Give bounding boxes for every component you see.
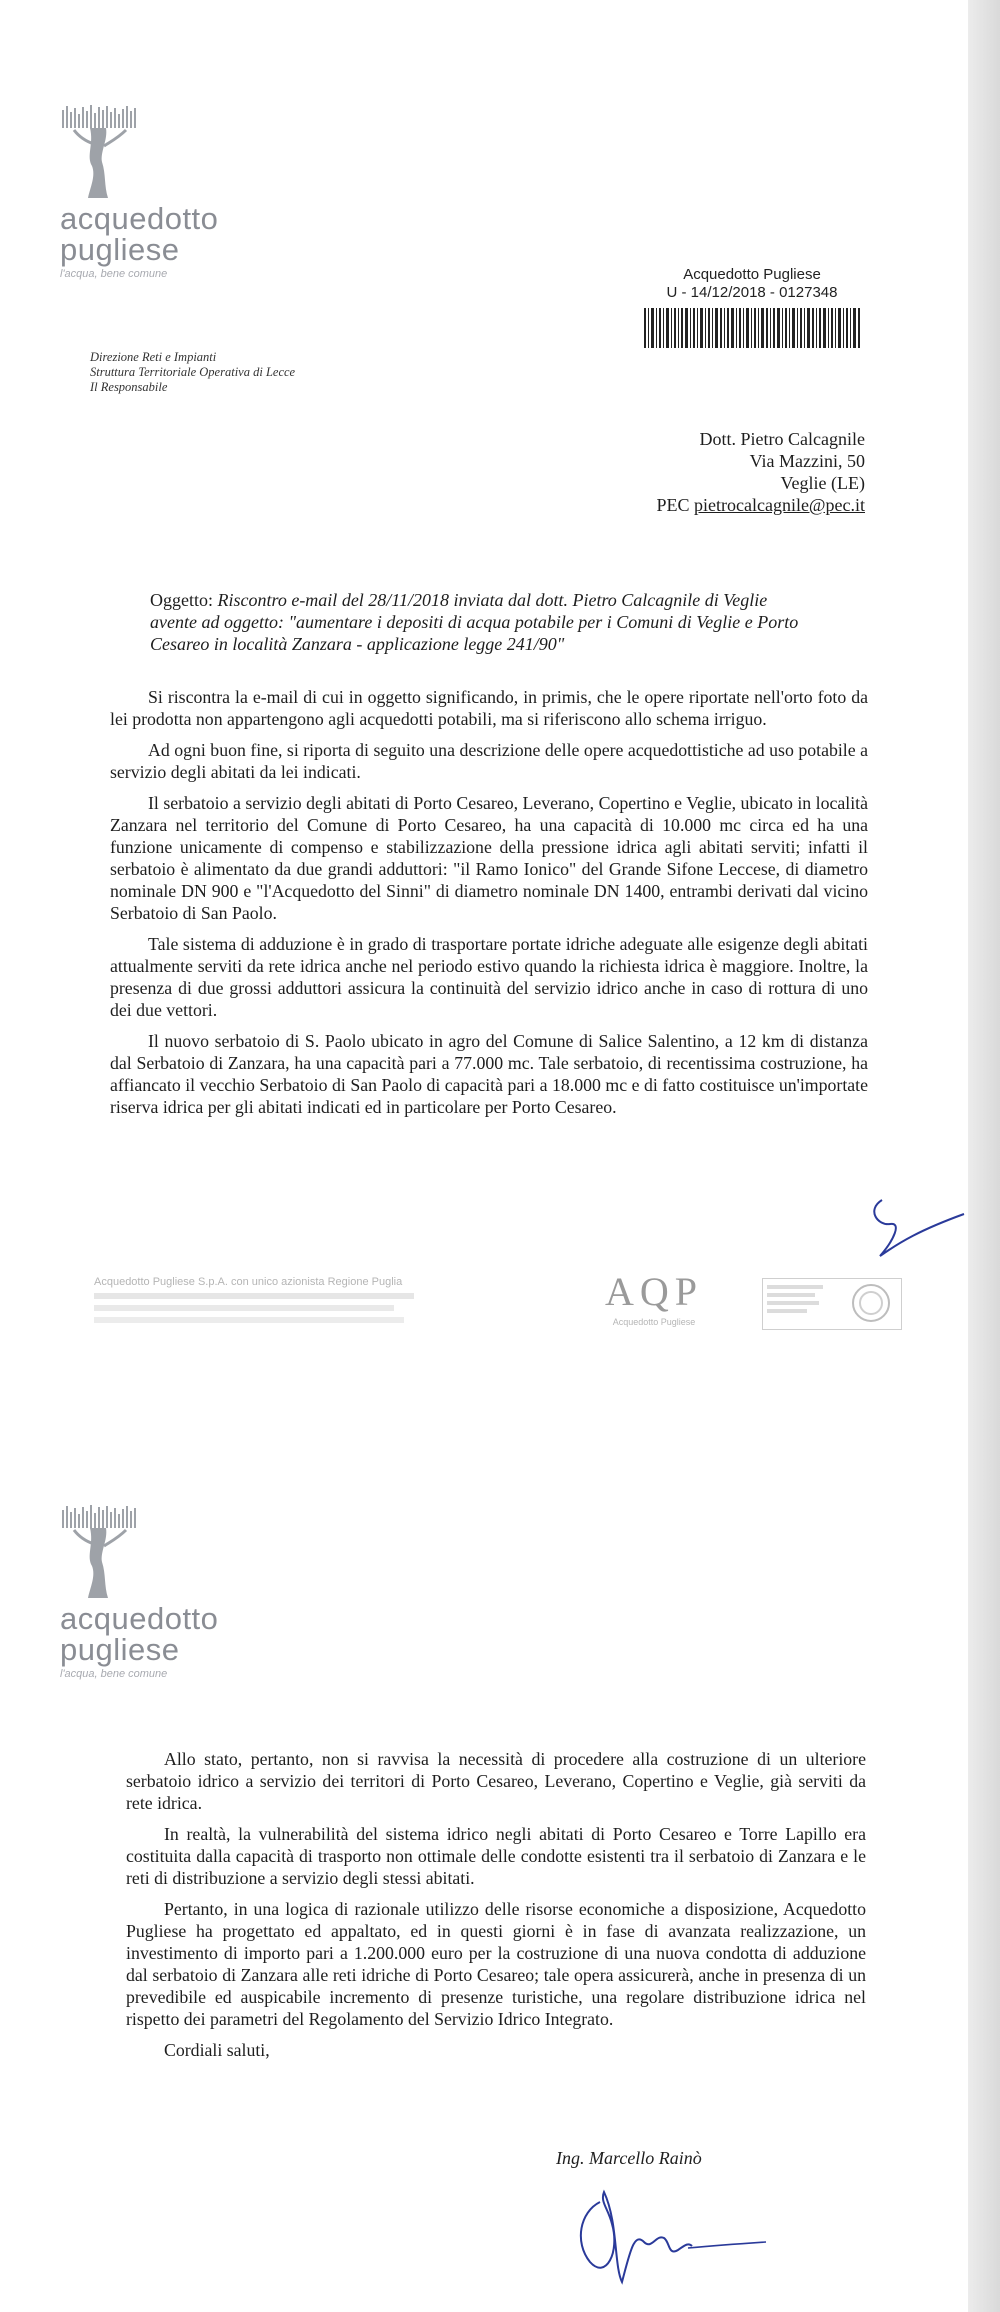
footer-company: Acquedotto Pugliese S.p.A. con unico azionista Regione Puglia (94, 1276, 403, 1288)
aqp-logo-page2 (60, 1504, 218, 1680)
handwritten-signature-icon (560, 2172, 780, 2292)
paragraph-1: Si riscontra la e-mail di cui in oggetto significando, in primis, che le opere riportate nell'orto foto da lei prodotta non appartengono agli acquedotti potabili, ma si riferiscono allo schema irriguo. (110, 687, 868, 729)
paragraph-7: In realtà, la vulnerabilità del sistema idrico negli abitati di Porto Cesareo e Torre Lapillo era costituita dalla capacità di trasporto non ottimale delle condotte esistenti tra il serbatoio di Zanzara e le reti di distribuzione a servizio degli stessi abitati. (126, 1824, 866, 1888)
pec-label: PEC (656, 495, 690, 515)
department-line1: Direzione Reti e Impianti (90, 350, 217, 364)
certification-seal-icon (763, 1279, 899, 1327)
recipient-street: Via Mazzini, 50 (749, 451, 865, 471)
subject-label: Oggetto: (150, 590, 213, 610)
recipient-address (560, 428, 865, 516)
department-line3: Il Responsabile (90, 380, 168, 394)
letter-body-page1 (110, 686, 868, 1127)
olive-tree-icon (60, 1504, 140, 1600)
aqp-footer-logo (605, 1268, 703, 1329)
paragraph-4: Tale sistema di adduzione è in grado di trasportare portate idriche adeguate alle esigenze degli abitati attualmente serviti da rete idrica anche nel periodo estivo quando la richiesta idrica è maggiore. Inoltre, la presenza di due grossi adduttori assicura la continuità del servizio idrico anche in caso di rottura di uno dei due vettori. (110, 934, 868, 1020)
signatory-name: Ing. Marcello Rainò (556, 2148, 702, 2168)
logo-text-line2: pugliese (60, 232, 180, 267)
aqp-footer-mark: AQP (605, 1269, 704, 1314)
logo-tagline: l'acqua, bene comune (60, 1668, 168, 1680)
recipient-name: Dott. Pietro Calcagnile (699, 429, 865, 449)
paragraph-3: Il serbatoio a servizio degli abitati di Porto Cesareo, Leverano, Copertino e Veglie, ubicato in località Zanzara nel territorio del Comune di Porto Cesareo, ha una capacità di 10.000 mc circa ed ha una funzione unicamente di compenso e stabilizzazione della pressione idrica agli abitati serviti; infatti il serbatoio è alimentato da due grandi adduttori: "il Ramo Ionico" del Grande Sifone Leccese, di diametro nominale DN 900 e "l'Acquedotto del Sinni" di diametro nominale DN 1400, entrambi derivati dal vicino Serbatoio di San Paolo. (110, 793, 868, 923)
pec-email-link[interactable]: pietrocalcagnile@pec.it (694, 495, 865, 515)
paragraph-2: Ad ogni buon fine, si riporta di seguito una descrizione delle opere acquedottistiche ad uso potabile a servizio degli abitati da lei indicati. (110, 740, 868, 782)
aqp-logo (60, 104, 218, 280)
stamp-protocol-number: U - 14/12/2018 - 0127348 (666, 284, 838, 301)
protocol-stamp (632, 266, 872, 355)
stamp-org: Acquedotto Pugliese (683, 266, 821, 283)
subject-line1: Riscontro e-mail del 28/11/2018 inviata dal dott. Pietro Calcagnile di Veglie (217, 590, 768, 610)
scan-edge-shadow (968, 0, 1000, 2312)
subject-line3: Cesareo in località Zanzara - applicazione legge 241/90" (150, 634, 565, 654)
barcode-icon (642, 308, 862, 350)
paragraph-5: Il nuovo serbatoio di S. Paolo ubicato in agro del Comune di Salice Salentino, a 12 km di distanza dal Serbatoio di Zanzara, ha una capacità pari a 77.000 mc. Tale serbatoio, di recentissima costruzione, ha affiancato il vecchio Serbatoio di San Paolo di capacità pari a 18.000 mc e di fatto costituisce un'importate riserva idrica per gli abitati indicati ed in particolare per Porto Cesareo. (110, 1031, 868, 1117)
aqp-footer-sub: Acquedotto Pugliese (612, 1317, 696, 1327)
logo-text-line1: acquedotto (60, 1601, 219, 1636)
paragraph-8: Pertanto, in una logica di razionale utilizzo delle risorse economiche a disposizione, Acquedotto Pugliese ha progettato ed appaltato, ed in questi giorni è in fase di avanzata realizzazione, un investimento di importo pari a 1.200.000 euro per la costruzione di una nuova condotta di adduzione dal serbatoio di Zanzara alle reti idriche di Porto Cesareo; tale opera assicurerà, anche in presenza di un prevedibile ed auspicabile incremento di presenze turistiche, una regolare distribuzione idrica nel rispetto dei parametri del Regolamento del Servizio Idrico Integrato. (126, 1899, 866, 2029)
footer-faded-line-2 (94, 1305, 394, 1311)
recipient-city: Veglie (LE) (780, 473, 865, 493)
footer-faded-line-1 (94, 1293, 414, 1299)
initials-signature-icon (860, 1190, 970, 1270)
certification-badge (762, 1278, 902, 1330)
recipient-pec (560, 494, 865, 516)
letter-body-page2 (126, 1748, 866, 2070)
footer-faded-line-3 (94, 1317, 404, 1323)
olive-tree-icon (60, 104, 140, 200)
subject-line2: avente ad oggetto: "aumentare i depositi di acqua potabile per i Comuni di Veglie e Porto (150, 612, 799, 632)
paragraph-6: Allo stato, pertanto, non si ravvisa la necessità di procedere alla costruzione di un ulteriore serbatoio idrico a servizio dei territori di Porto Cesareo, Leverano, Copertino e Veglie, già serviti da rete idrica. (126, 1749, 866, 1813)
subject-block (150, 589, 868, 655)
department-block (90, 350, 295, 395)
logo-text-line1: acquedotto (60, 201, 219, 236)
footer-company-block (94, 1275, 514, 1289)
logo-tagline: l'acqua, bene comune (60, 268, 168, 280)
department-line2: Struttura Territoriale Operativa di Lecce (90, 365, 296, 379)
logo-text-line2: pugliese (60, 1632, 180, 1667)
closing-greeting: Cordiali saluti, (164, 2040, 270, 2060)
